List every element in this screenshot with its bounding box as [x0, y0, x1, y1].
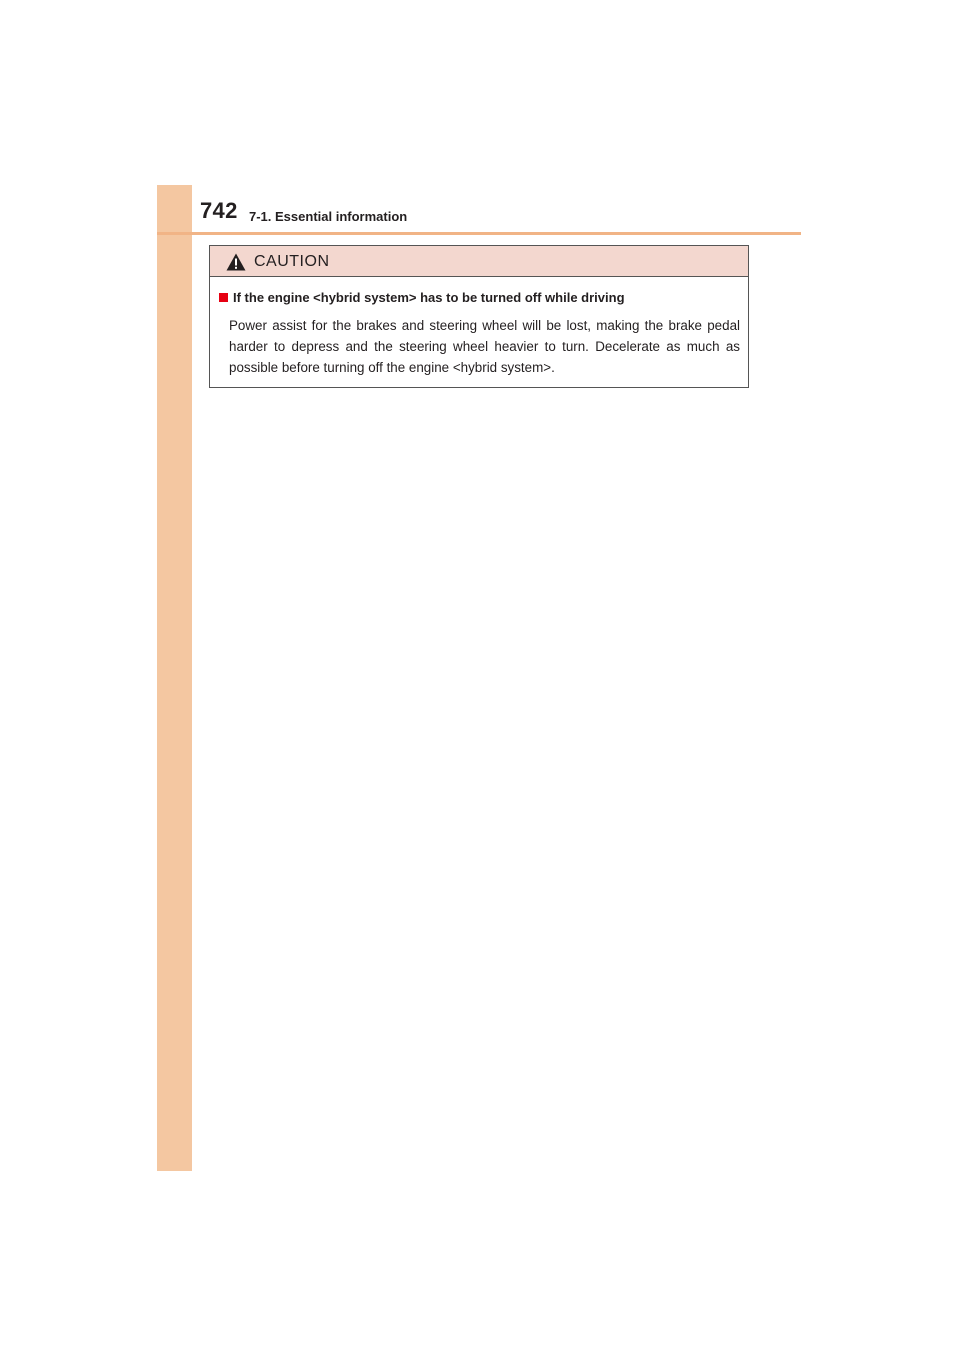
side-tab	[157, 185, 192, 1171]
page-number: 742	[200, 198, 238, 223]
header-rule	[157, 232, 801, 235]
caution-header	[210, 246, 748, 277]
caution-heading	[219, 290, 625, 305]
square-bullet-icon	[219, 293, 228, 302]
caution-heading-text: If the engine <hybrid system> has to be turned off while driving	[233, 290, 625, 305]
section-title: 7-1. Essential information	[249, 209, 408, 224]
caution-label: CAUTION	[254, 253, 330, 270]
warning-triangle-icon	[226, 253, 246, 271]
caution-body-text: Power assist for the brakes and steering wheel will be lost, making the brake pedal harder to depress and the steering wheel heavier to turn. Decelerate as much as possible before turning off the engine <hybrid system>.	[229, 318, 740, 375]
caution-box	[209, 245, 749, 388]
